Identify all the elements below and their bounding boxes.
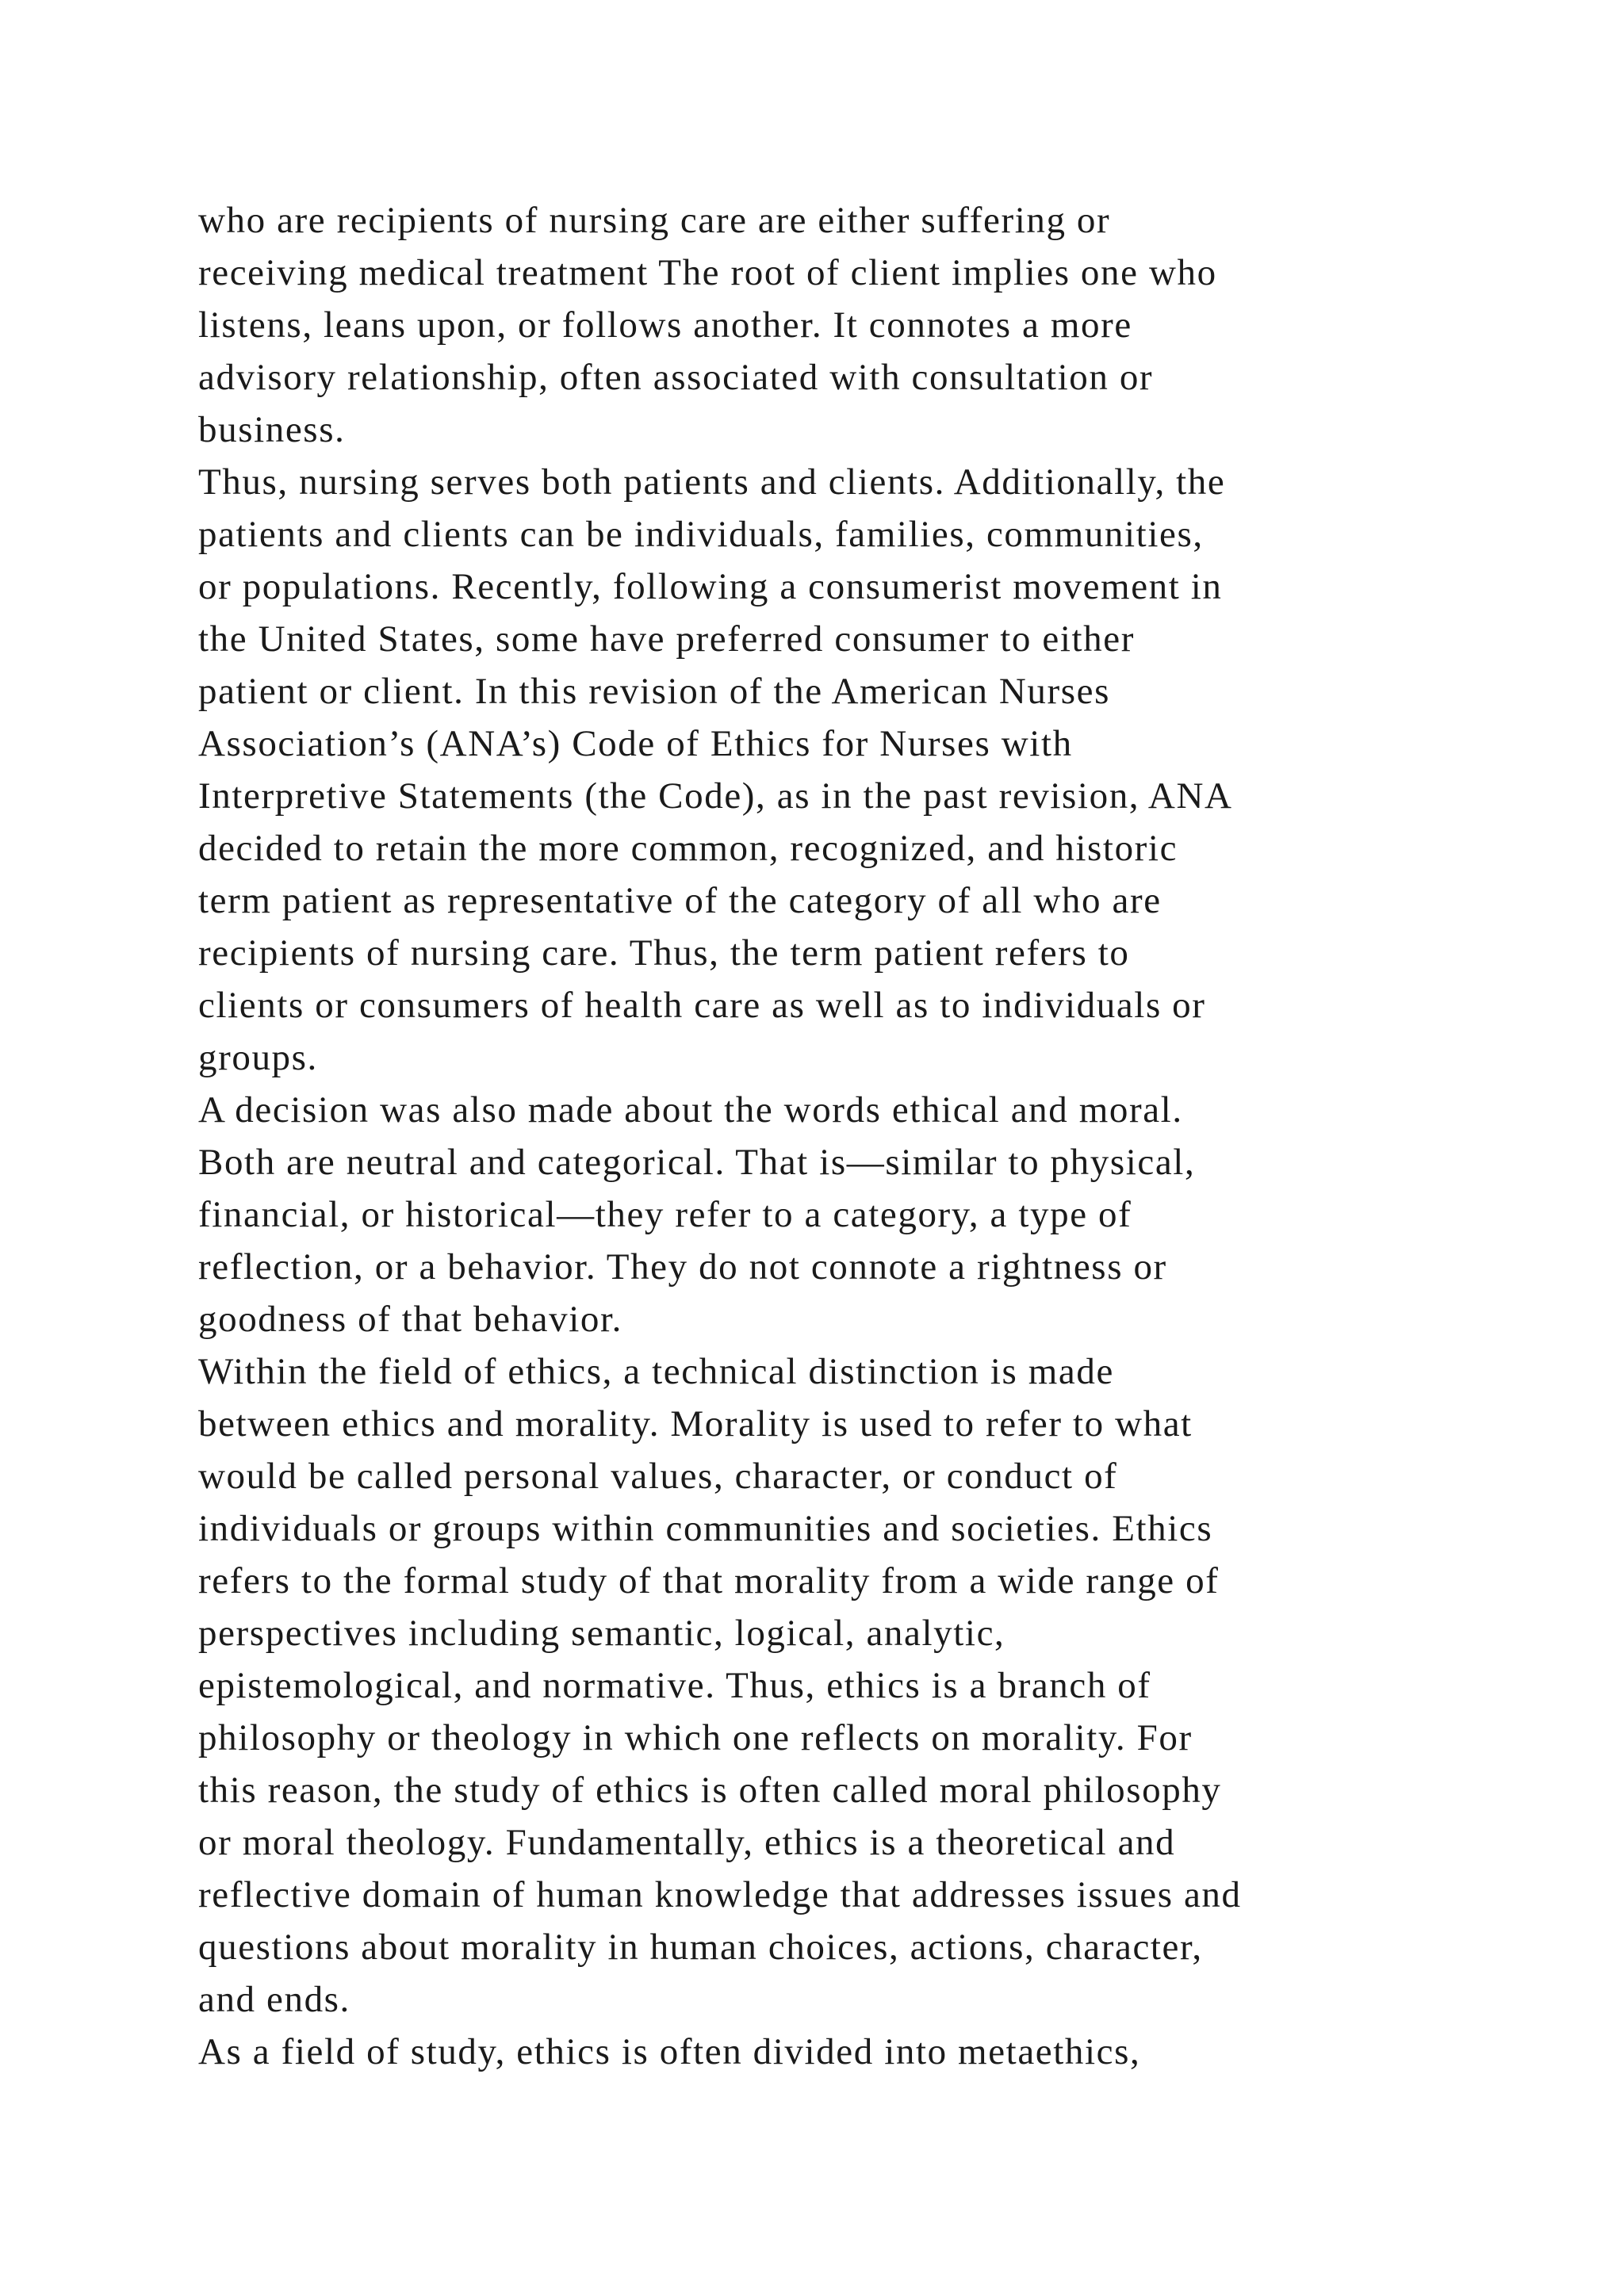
text-line: between ethics and morality. Morality is used to refer to what — [198, 1403, 1193, 1445]
text-line: A decision was also made about the words ethical and moral. — [198, 1089, 1183, 1131]
text-line: Within the field of ethics, a technical distinction is made — [198, 1351, 1114, 1392]
text-line: and ends. — [198, 1979, 350, 2020]
text-line: epistemological, and normative. Thus, ethics is a branch of — [198, 1665, 1151, 1706]
text-line: decided to retain the more common, recognized, and historic — [198, 828, 1178, 869]
text-line: questions about morality in human choices, actions, character, — [198, 1927, 1203, 1968]
body-text — [198, 194, 1507, 2078]
text-line: receiving medical treatment The root of client implies one who — [198, 252, 1217, 293]
text-line: philosophy or theology in which one reflects on morality. For — [198, 1717, 1193, 1758]
text-line: or populations. Recently, following a consumerist movement in — [198, 566, 1223, 607]
text-line: the United States, some have preferred consumer to either — [198, 618, 1135, 660]
text-line: financial, or historical—they refer to a category, a type of — [198, 1194, 1132, 1235]
text-line: Interpretive Statements (the Code), as in the past revision, ANA — [198, 775, 1233, 817]
text-line: term patient as representative of the category of all who are — [198, 880, 1162, 921]
text-line: As a field of study, ethics is often divided into metaethics, — [198, 2031, 1141, 2072]
text-line: listens, leans upon, or follows another. It connotes a more — [198, 304, 1132, 346]
text-line: patient or client. In this revision of the American Nurses — [198, 671, 1111, 712]
text-line: goodness of that behavior. — [198, 1299, 623, 1340]
text-line: this reason, the study of ethics is often called moral philosophy — [198, 1770, 1222, 1811]
text-line: would be called personal values, character, or conduct of — [198, 1456, 1118, 1497]
text-line: groups. — [198, 1037, 318, 1078]
text-line: advisory relationship, often associated with consultation or — [198, 357, 1154, 398]
text-line: refers to the formal study of that morality from a wide range of — [198, 1560, 1220, 1601]
text-line: Association’s (ANA’s) Code of Ethics for Nurses with — [198, 723, 1073, 764]
text-line: or moral theology. Fundamentally, ethics is a theoretical and — [198, 1822, 1176, 1863]
text-line: reflection, or a behavior. They do not connote a rightness or — [198, 1246, 1167, 1288]
text-line: who are recipients of nursing care are either suffering or — [198, 200, 1111, 241]
text-line: business. — [198, 409, 346, 450]
text-line: Both are neutral and categorical. That is—similar to physical, — [198, 1142, 1196, 1183]
text-line: recipients of nursing care. Thus, the term patient refers to — [198, 932, 1130, 974]
text-line: perspectives including semantic, logical, analytic, — [198, 1613, 1005, 1654]
text-line: Thus, nursing serves both patients and clients. Additionally, the — [198, 461, 1226, 503]
text-line: clients or consumers of health care as well as to individuals or — [198, 985, 1206, 1026]
text-line: patients and clients can be individuals, families, communities, — [198, 514, 1204, 555]
text-line: individuals or groups within communities and societies. Ethics — [198, 1508, 1213, 1549]
text-line: reflective domain of human knowledge that addresses issues and — [198, 1874, 1242, 1915]
